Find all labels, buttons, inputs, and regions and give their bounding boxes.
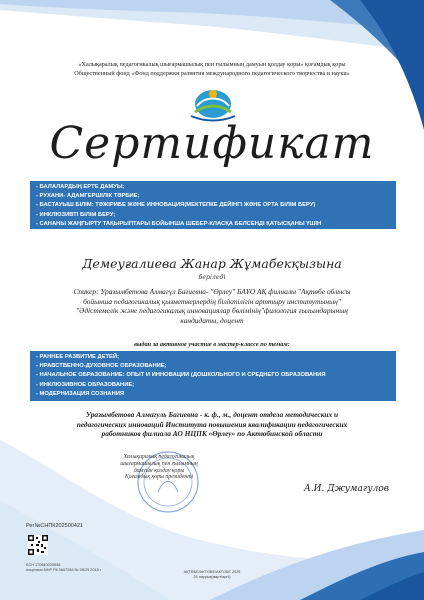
speaker-kz-paragraph xyxy=(34,287,390,325)
signature: А.И. Джумагулов xyxy=(304,484,389,494)
seal-caption xyxy=(104,454,214,481)
russian-topics-band xyxy=(30,351,396,401)
footer-date: 26 наурыз(март/april) xyxy=(193,574,231,579)
speaker-ru-line: педагогических инноваций Института повышения квалификации педагогических xyxy=(76,419,348,429)
ru-topic-item: - ИНКЛЮЗИВНОЕ ОБРАЗОВАНИЕ; xyxy=(36,381,396,390)
seal-line: Қоғамдық қоры президенті xyxy=(124,474,194,481)
certificate-title: Сертификат xyxy=(49,118,375,169)
issued-for-label: выдан за активное участие в мастер-классе по темам: xyxy=(134,341,290,348)
footer-license-line: лицензия МНР РК №57284 № 05/29 2018 г xyxy=(26,567,102,572)
kz-topic-item: - РУХАНИ- АДАМГЕРШІЛІК ТӘРБИЕ; xyxy=(36,192,396,201)
footer-city: АҚТӨБЕ/AKTOBE/АКТОБЕ 2025 xyxy=(183,570,241,574)
speaker-kz-line: Спикер: Уразымбетова Алмагүл Бағиевна- "Өрлеу" БАҰО АҚ филиалы "Ақтөбе облысы xyxy=(73,287,351,296)
speaker-ru-line: работников филиала АО НЦПК «Өрлеу» по Актюбинской области xyxy=(101,429,323,439)
seal-line: шығармашылық пен ғылымның xyxy=(120,460,198,467)
qr-code-icon[interactable] xyxy=(28,535,48,555)
ru-topic-item: - НАЧАЛЬНОЕ ОБРАЗОВАНИЕ: ОПЫТ И ИННОВАЦИИ (ДОШКОЛЬНОГО И СРЕДНЕГО ОБРАЗОВАНИЯ xyxy=(36,371,396,380)
seal-line: Халықаралық педагогикалық xyxy=(123,454,195,460)
kz-topic-item: - БАСТАУЫШ БІЛІМ: ТӘЖІРИБЕ ЖӘНЕ ИННОВАЦИЯ(МЕКТЕПКЕ ДЕЙІНГІ ЖӘНЕ ОРТА БІЛІМ БЕРУ) xyxy=(36,201,396,210)
seal-line: дамуын қолдау қоры xyxy=(133,467,185,474)
speaker-ru-line: Уразымбетова Алмагуль Багиевна - к. ф., м., доцент отдела методических и xyxy=(85,410,339,419)
speaker-kz-line: "Әдістемелік және педагогикалық инновациялар бөлімінің"филология ғылымдарының xyxy=(76,306,348,316)
ru-topic-item: - РАННЕЕ РАЗВИТИЕ ДЕТЕЙ; xyxy=(36,353,396,362)
header-line-ru: Общественный фонд «Фонд поддержки развития международного педагогического творчества и науки» xyxy=(74,70,350,77)
ru-topic-item: - НРАВСТВЕННО-ДУХОВНОЕ ОБРАЗОВАНИЕ; xyxy=(36,362,396,371)
footer-bin: БСН 170840025548 xyxy=(26,563,61,567)
speaker-kz-line: бойынша педагогикалық қызметкерлердің біліктілігін арттыру институтының" xyxy=(83,296,341,306)
kz-topic-item: - САНАНЫ ЖАҢҒЫРТУ ТАҚЫРЫПТАРЫ БОЙЫНША ШЕБЕР-КЛАСҚА БЕЛСЕНДІ ҚАТЫСҚАНЫ ҮШІН xyxy=(36,220,396,229)
kazakh-topics-band xyxy=(30,181,396,229)
given-label: берiледi xyxy=(198,274,226,281)
header-line-kz: «Халықаралық педагогикалық шығармашылық пен ғылымның дамуын қолдау қоры» қоғамдық қоры xyxy=(78,61,346,68)
speaker-kz-line: кандидаты, доцент xyxy=(180,315,244,325)
ru-topic-item: - МОДЕРНИЗАЦИЯ СОЗНАНИЯ xyxy=(36,390,396,399)
kz-topic-item: - ИНКЛЮЗИВТІ БІЛІМ БЕРУ; xyxy=(36,211,396,220)
registration-number: Рег№СНПК202500421 xyxy=(26,523,84,529)
recipient-name: Демеуғалиева Жанар Жұмабекқызына xyxy=(82,256,342,271)
foundation-logo-icon xyxy=(185,82,241,122)
speaker-ru-paragraph xyxy=(34,410,390,439)
kz-topic-item: - БАЛАЛАРДЫҢ ЕРТЕ ДАМУЫ; xyxy=(36,183,396,192)
